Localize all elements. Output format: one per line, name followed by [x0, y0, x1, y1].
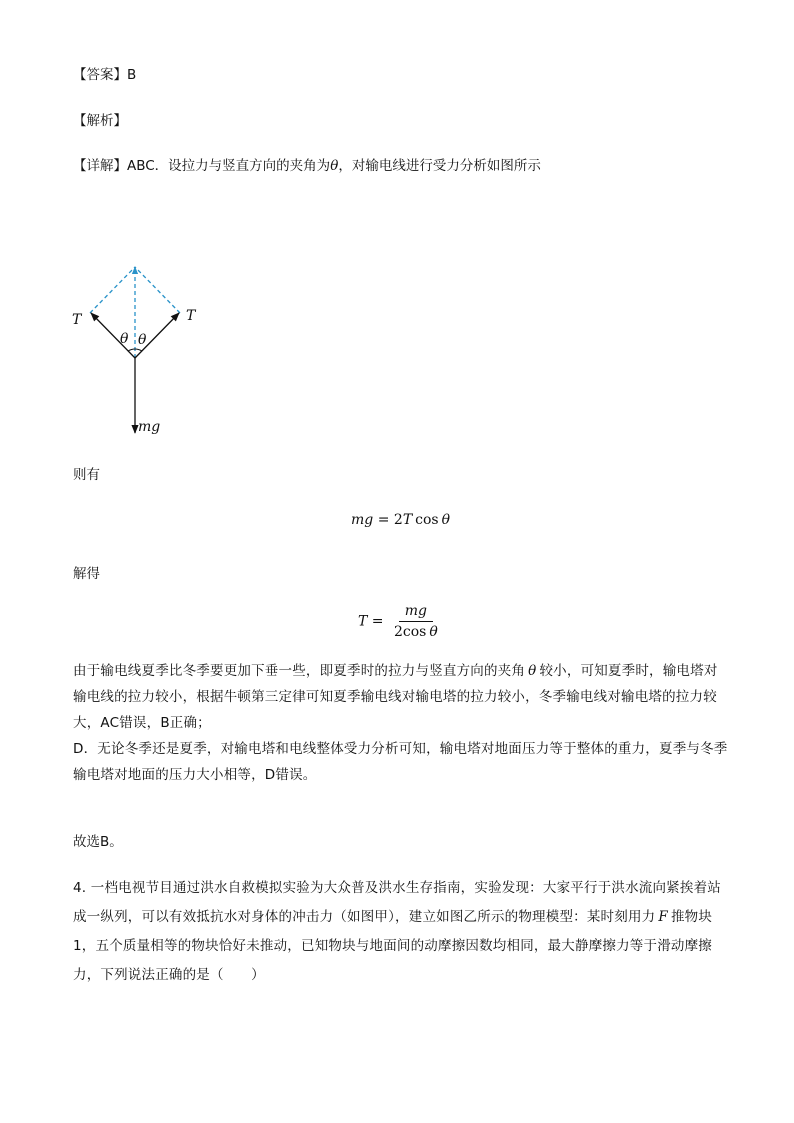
question-4-text: 4. 一档电视节目通过洪水自救模拟实验为大众普及洪水生存指南，实验发现：大家平行于洪水流向紧挨着站成一纵列，可以有效抵抗水对身体的冲击力（如图甲），建立如图乙所示的物理模型：某时刻用力 F 推物块1，五个质量相等的物块恰好未推动，已知物块与地面间的动摩擦因数均相同，最大静摩擦力等于滑动摩擦力，下列说法正确的是（ ） [73, 880, 721, 983]
parallelogram-left-dashed-line [90, 267, 135, 313]
weight-label: mg [138, 419, 161, 435]
analysis-label: 【解析】 [73, 113, 127, 129]
force-symbol: F [658, 909, 668, 925]
eq2-equals: = [367, 613, 388, 630]
answer-line [73, 65, 136, 85]
eq1-angle: θ [441, 512, 451, 528]
conclusion-line [73, 832, 123, 852]
eq1-var: T [402, 512, 413, 528]
angle-left-label: θ [120, 331, 129, 347]
eq2-lhs: T [358, 613, 368, 630]
equation-1 [351, 512, 450, 528]
equation-2 [358, 603, 444, 640]
explanation-paragraph [73, 658, 728, 788]
answer-label: 【答案】 [73, 67, 127, 83]
then-have-line [73, 465, 100, 485]
eq2-den-coef: 2 [393, 624, 403, 640]
parallelogram-right-dashed-line [135, 267, 180, 313]
tension-right-label: T [186, 308, 196, 324]
angle-right-label: θ [138, 332, 147, 348]
tension-left-label: T [72, 312, 82, 328]
detail-label: 【详解】 [73, 158, 127, 174]
eq2-denominator [388, 622, 444, 640]
conclusion-text: 故选B。 [73, 834, 123, 850]
answer-value: B [127, 67, 137, 83]
question-4 [73, 874, 728, 990]
analysis-heading [73, 111, 127, 131]
eq1-equals: = [373, 512, 394, 528]
explanation-text-1: 由于输电线夏季比冬季要更加下垂一些，即夏季时的拉力与竖直方向的夹角 θ 较小，可知夏季时，输电塔对输电线的拉力较小，根据牛顿第三定律可知夏季输电线对输电塔的拉力较小，冬季输电线对输电塔的拉力较大，AC错误，B正确； [73, 663, 718, 731]
explanation-theta-symbol: θ [528, 663, 537, 679]
detail-line [73, 156, 541, 176]
solve-text: 解得 [73, 566, 100, 582]
eq1-lhs: mg [351, 512, 374, 528]
eq2-den-angle: θ [429, 624, 438, 640]
eq2-numerator: mg [399, 603, 433, 622]
eq2-fraction [388, 603, 444, 640]
eq1-coef: 2 [393, 512, 403, 528]
detail-text-after: ，对输电线进行受力分析如图所示 [338, 158, 541, 174]
then-have-text: 则有 [73, 467, 100, 483]
detail-text-before: ABC．设拉力与竖直方向的夹角为 [127, 158, 331, 174]
eq1-func: cos [415, 512, 439, 528]
eq2-den-func: cos [402, 624, 427, 640]
force-diagram [60, 258, 260, 448]
detail-theta-symbol: θ [330, 158, 339, 174]
solve-line [73, 564, 100, 584]
explanation-text-2: D．无论冬季还是夏季，对输电塔和电线整体受力分析可知，输电塔对地面压力等于整体的重力，夏季与冬季输电塔对地面的压力大小相等，D错误。 [73, 741, 728, 783]
